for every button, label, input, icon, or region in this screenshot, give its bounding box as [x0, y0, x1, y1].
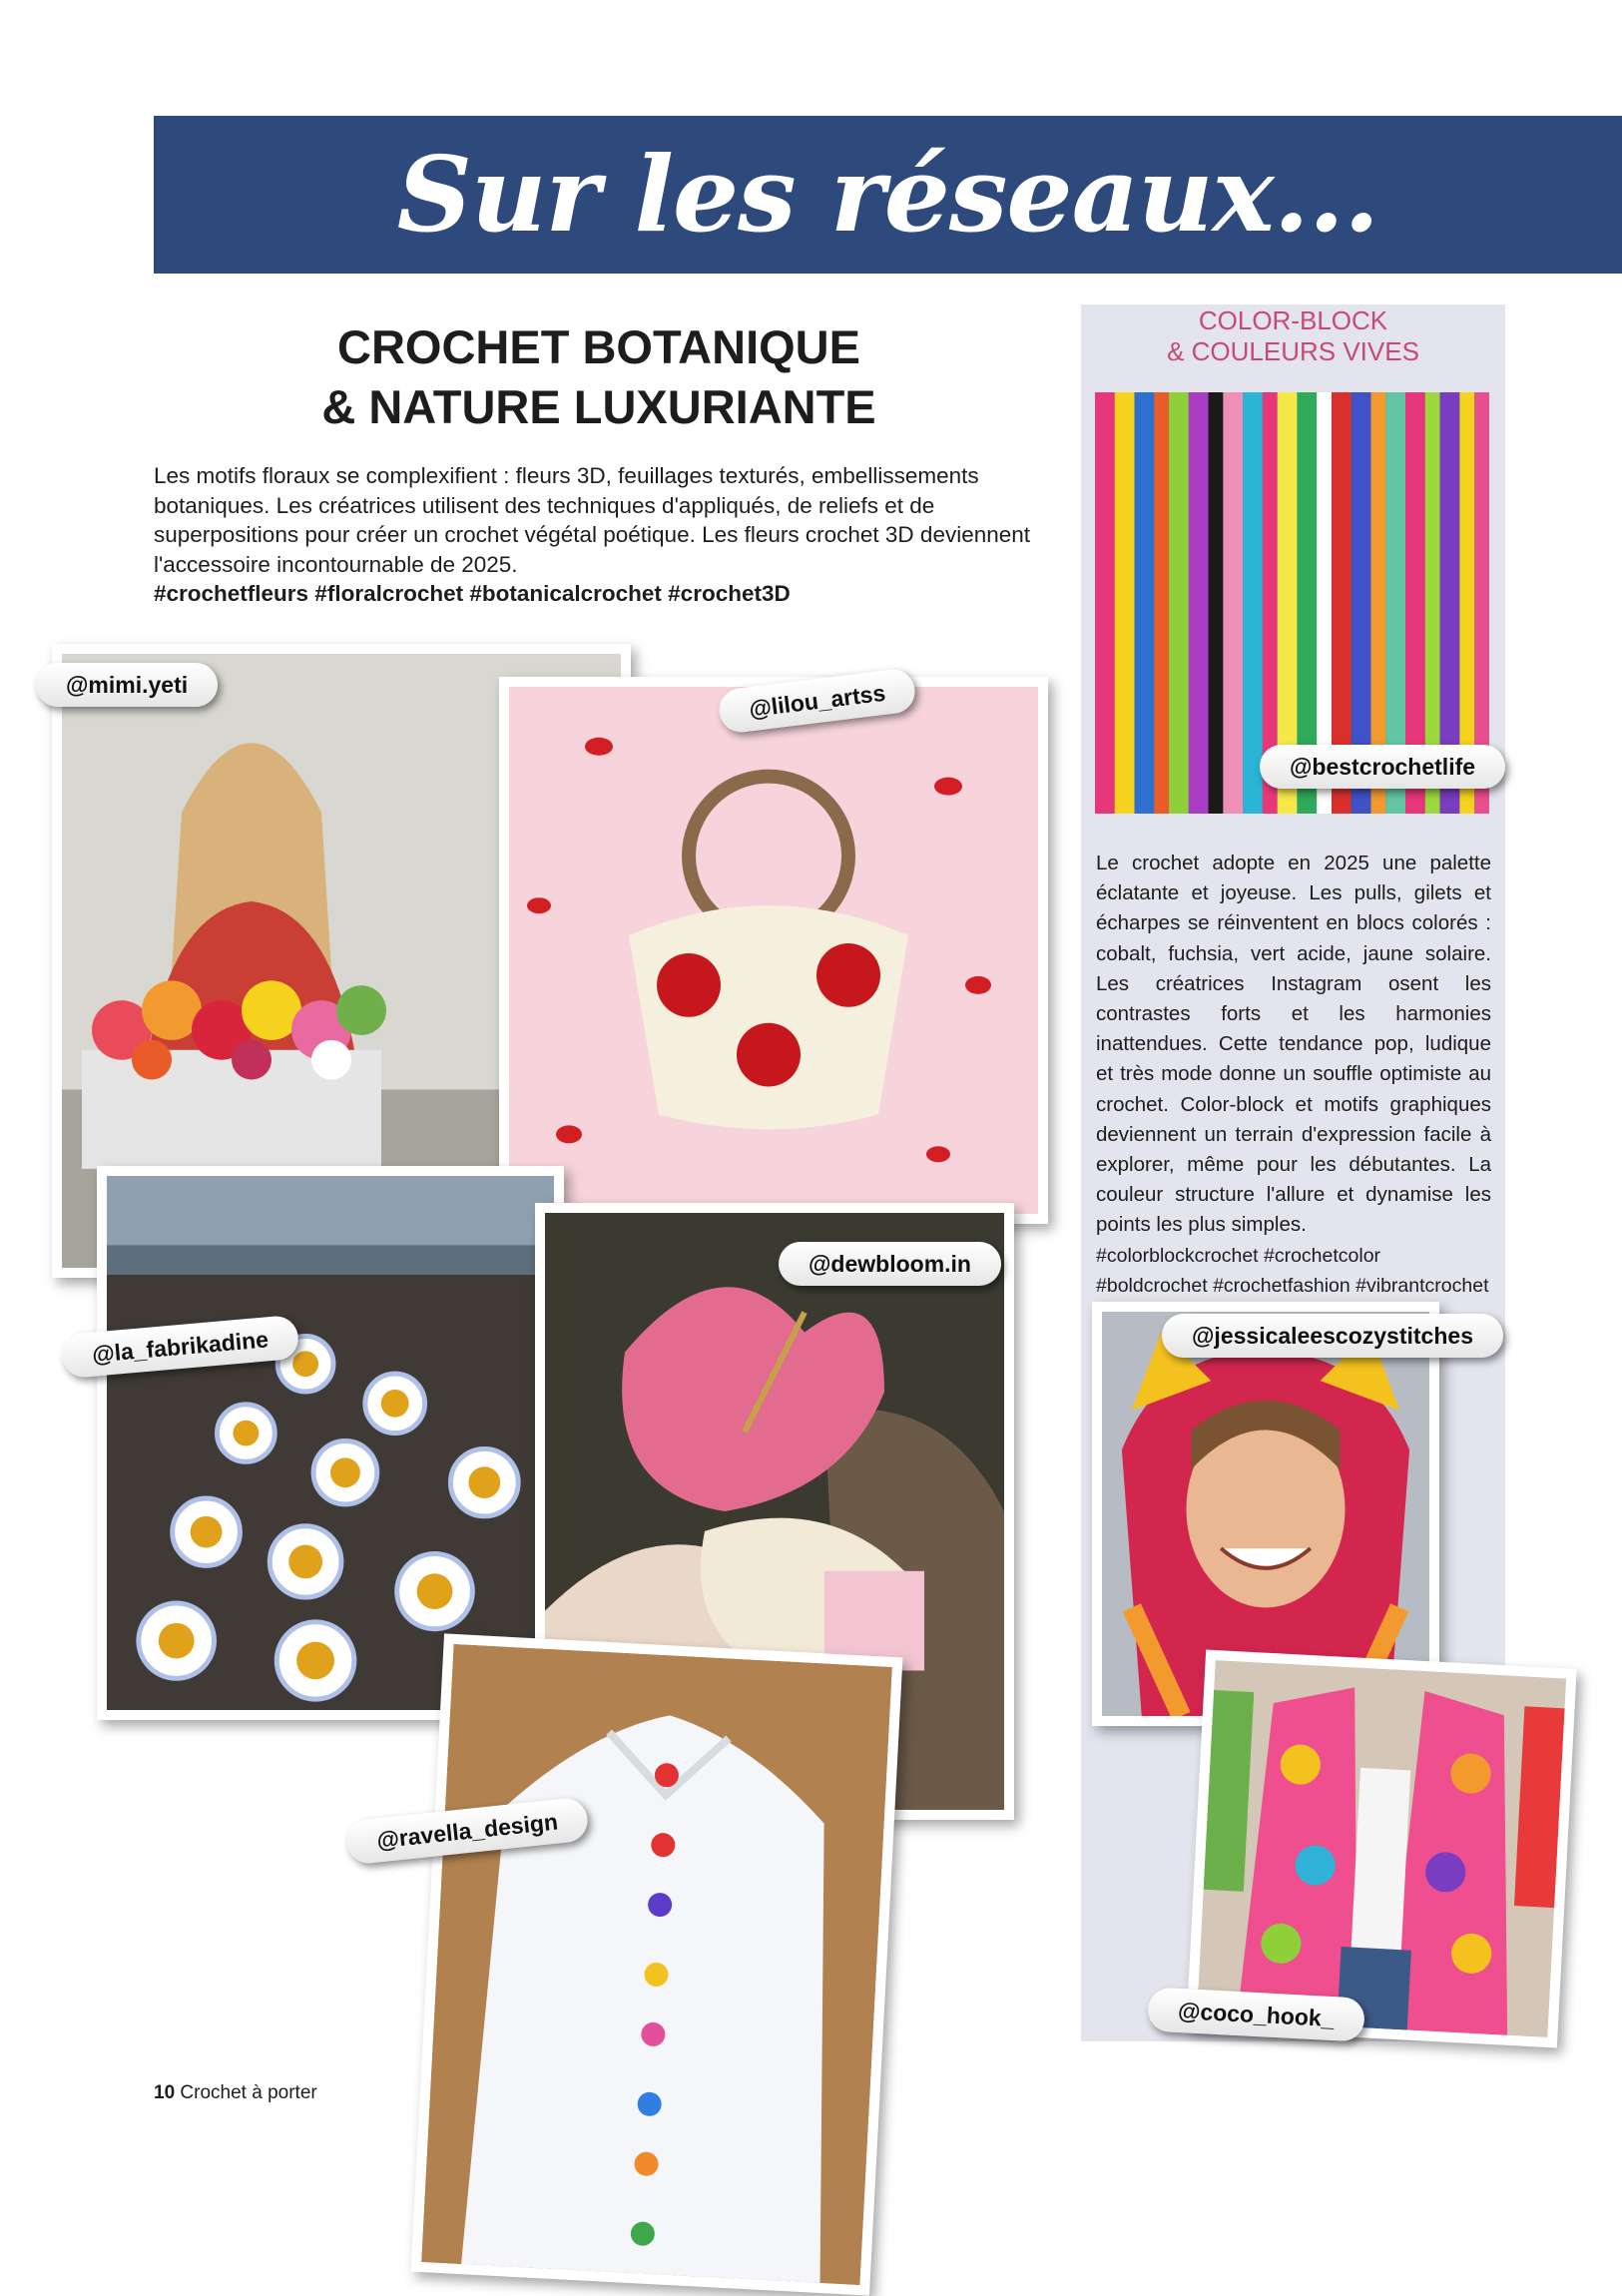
sidebar-title-line2: & COULEURS VIVES	[1167, 336, 1419, 366]
handle-la-fabrikadine[interactable]: @la_fabrikadine	[61, 1315, 300, 1379]
sidebar-text	[1096, 849, 1491, 1301]
handle-jessicaleescozystitches[interactable]: @jessicaleescozystitches	[1162, 1314, 1503, 1358]
photo-coco-hook	[1186, 1650, 1576, 2048]
rose-bag-image	[509, 687, 1038, 1214]
sidebar-hashtags: #colorblockcrochet #crochetcolor #boldcrochet #crochetfashion #vibrantcrochet	[1096, 1244, 1489, 1297]
daisies-rock-image	[107, 1176, 554, 1710]
handle-lilou-artss[interactable]: @lilou_artss	[717, 667, 917, 735]
magazine-name: Crochet à porter	[180, 2082, 317, 2103]
handle-ravella-design[interactable]: @ravella_design	[344, 1796, 590, 1865]
header-banner	[154, 116, 1622, 274]
cardigan-image	[1197, 1660, 1566, 2037]
article-title-line2: & NATURE LUXURIANTE	[321, 380, 876, 433]
sidebar-title	[1081, 305, 1505, 367]
handle-dewbloom-in[interactable]: @dewbloom.in	[779, 1242, 1001, 1286]
article-title-line1: CROCHET BOTANIQUE	[337, 320, 860, 373]
handle-mimi-yeti[interactable]: @mimi.yeti	[36, 663, 218, 707]
handle-bestcrochetlife[interactable]: @bestcrochetlife	[1260, 745, 1505, 789]
banner-title: Sur les réseaux...	[396, 133, 1379, 256]
sidebar-body: Le crochet adopte en 2025 une palette éclatante et joyeuse. Les pulls, gilets et écharpes se réinventent en blocs colorés : cobalt, fuchsia, vert acide, jaune solaire. Les créatrices Instagram osent les contrastes forts et les harmonies inattendues. Cette tendance pop, ludique et très mode donne un souffle optimiste au crochet. Color-block et motifs graphiques deviennent un terrain d'expression facile à explorer, même pour les débutantes. La couleur structure l'allure et dynamise les points les plus simples.	[1096, 852, 1491, 1237]
photo-lilou-artss	[499, 677, 1048, 1224]
photo-ravella-design	[411, 1633, 903, 2295]
handle-coco-hook[interactable]: @coco_hook_	[1147, 1987, 1365, 2041]
page-footer	[154, 2082, 317, 2104]
page-number: 10	[154, 2082, 176, 2103]
sidebar-title-line1: COLOR-BLOCK	[1198, 305, 1388, 335]
shirt-flowers-image	[421, 1644, 892, 2285]
article-intro	[154, 461, 1044, 609]
intro-text: Les motifs floraux se complexifient : fleurs 3D, feuillages texturés, embellissements botaniques. Les créatrices utilisent des techniques d'appliqués, de reliefs et de superpositions pour créer un crochet végétal poétique. Les fleurs crochet 3D deviennent l'accessoire incontournable de 2025.	[154, 463, 1031, 577]
intro-hashtags: #crochetfleurs #floralcrochet #botanicalcrochet #crochet3D	[154, 581, 791, 606]
article-title	[180, 317, 1018, 437]
